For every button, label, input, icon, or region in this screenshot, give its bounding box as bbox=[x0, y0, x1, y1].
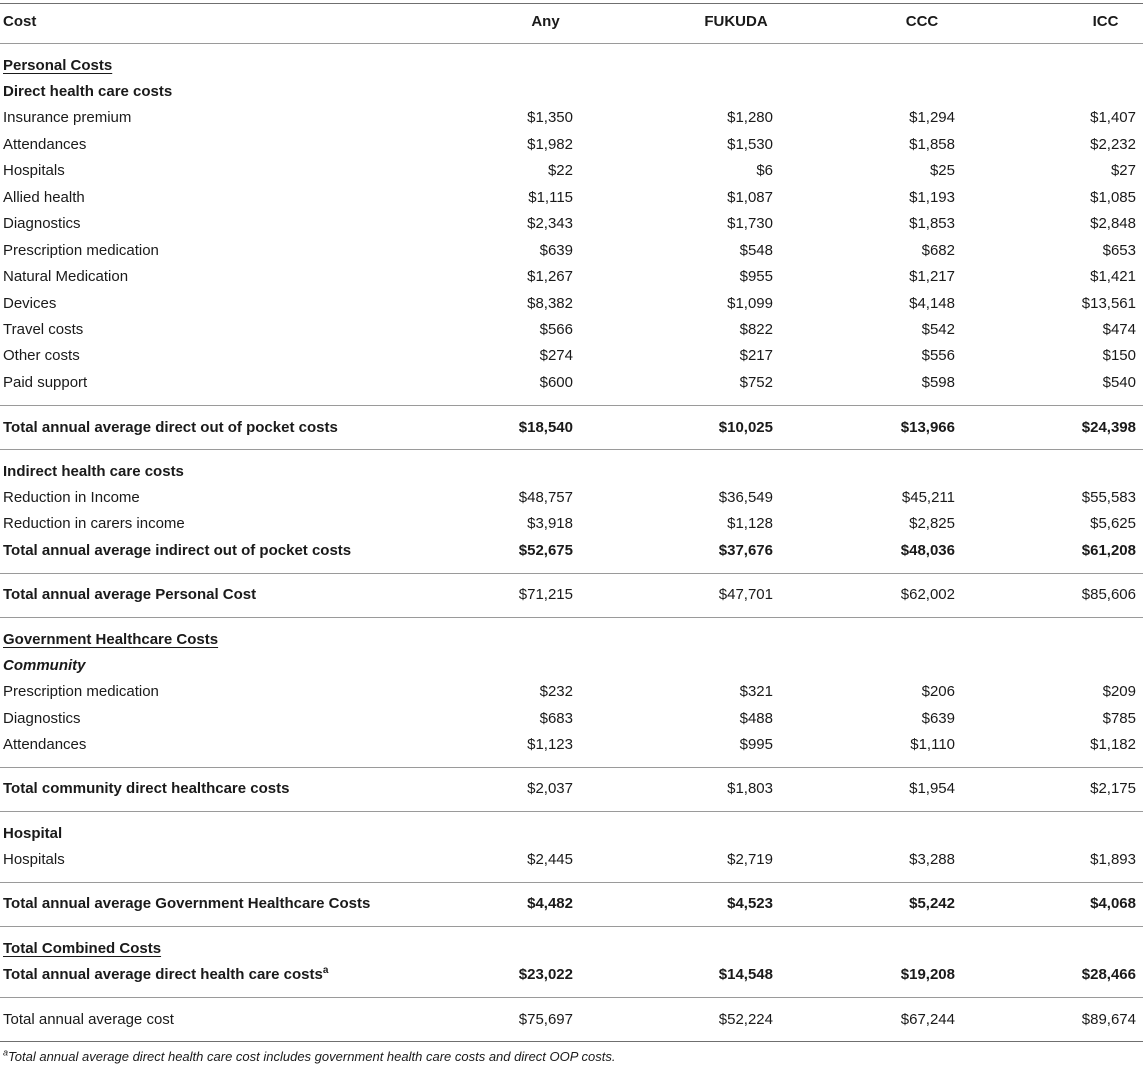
row-label: Paid support bbox=[3, 374, 88, 391]
cell-any: $566 bbox=[539, 321, 573, 338]
cell-fukuda: $1,099 bbox=[727, 295, 773, 312]
cell-fukuda: $14,548 bbox=[718, 966, 773, 983]
total-row-annual-cost bbox=[0, 1007, 1143, 1033]
cell-ccc: $5,242 bbox=[909, 895, 955, 912]
cell-any: $2,445 bbox=[527, 851, 573, 868]
cell-ccc: $556 bbox=[921, 347, 955, 364]
table-row bbox=[0, 264, 1143, 290]
subsection-heading-direct bbox=[0, 79, 1143, 105]
header-any: Any bbox=[531, 13, 560, 30]
total-row-indirect-oop bbox=[0, 538, 1143, 564]
footnote-ref: a bbox=[322, 965, 329, 976]
table-row bbox=[0, 211, 1143, 237]
cell-icc: $61,208 bbox=[1081, 542, 1136, 559]
header-rule bbox=[0, 43, 1143, 44]
cell-icc: $150 bbox=[1102, 347, 1136, 364]
cell-any: $1,350 bbox=[527, 109, 573, 126]
cell-icc: $1,407 bbox=[1090, 109, 1136, 126]
cell-icc: $1,421 bbox=[1090, 268, 1136, 285]
footnote-mark: a bbox=[3, 1047, 9, 1058]
cell-any: $48,757 bbox=[518, 489, 573, 506]
cell-icc: $24,398 bbox=[1081, 419, 1136, 436]
row-label-wrap bbox=[3, 962, 328, 988]
cell-ccc: $25 bbox=[929, 162, 955, 179]
section-title: Government Healthcare Costs bbox=[3, 631, 219, 648]
header-fukuda: FUKUDA bbox=[704, 13, 768, 30]
cell-fukuda: $1,280 bbox=[727, 109, 773, 126]
cell-fukuda: $36,549 bbox=[718, 489, 773, 506]
cell-fukuda: $4,523 bbox=[727, 895, 773, 912]
row-rule bbox=[0, 997, 1143, 998]
cell-fukuda: $752 bbox=[739, 374, 773, 391]
total-row-direct-health-care bbox=[0, 962, 1143, 988]
cell-icc: $1,182 bbox=[1090, 736, 1136, 753]
cell-any: $8,382 bbox=[527, 295, 573, 312]
cell-ccc: $542 bbox=[921, 321, 955, 338]
row-label: Total annual average indirect out of pocket costs bbox=[3, 542, 352, 559]
cell-ccc: $67,244 bbox=[900, 1011, 955, 1028]
cell-ccc: $1,853 bbox=[909, 215, 955, 232]
section-title: Total Combined Costs bbox=[3, 940, 162, 957]
cell-ccc: $1,954 bbox=[909, 780, 955, 797]
row-rule bbox=[0, 926, 1143, 927]
table-row bbox=[0, 485, 1143, 511]
cell-ccc: $4,148 bbox=[909, 295, 955, 312]
cell-fukuda: $37,676 bbox=[718, 542, 773, 559]
cell-ccc: $598 bbox=[921, 374, 955, 391]
row-label: Total annual average direct health care costs bbox=[3, 966, 323, 983]
cell-icc: $4,068 bbox=[1090, 895, 1136, 912]
table-top-rule bbox=[0, 3, 1143, 4]
row-label: Total community direct healthcare costs bbox=[3, 780, 290, 797]
row-rule bbox=[0, 617, 1143, 618]
cell-ccc: $1,110 bbox=[910, 736, 955, 753]
cell-icc: $1,893 bbox=[1090, 851, 1136, 868]
cell-any: $232 bbox=[539, 683, 573, 700]
row-label: Allied health bbox=[3, 189, 85, 206]
row-label: Insurance premium bbox=[3, 109, 132, 126]
table-row bbox=[0, 158, 1143, 184]
row-label: Other costs bbox=[3, 347, 80, 364]
cell-fukuda: $1,087 bbox=[727, 189, 773, 206]
cell-any: $1,123 bbox=[527, 736, 573, 753]
subsection-title: Community bbox=[3, 657, 86, 674]
row-label: Diagnostics bbox=[3, 215, 81, 232]
row-label: Natural Medication bbox=[3, 268, 129, 285]
cell-fukuda: $6 bbox=[756, 162, 773, 179]
cell-any: $1,267 bbox=[527, 268, 573, 285]
row-label: Prescription medication bbox=[3, 683, 159, 700]
cell-any: $1,115 bbox=[528, 189, 573, 206]
cell-fukuda: $10,025 bbox=[718, 419, 773, 436]
total-row-personal bbox=[0, 582, 1143, 608]
cell-any: $71,215 bbox=[518, 586, 573, 603]
cell-ccc: $45,211 bbox=[901, 489, 955, 506]
cell-fukuda: $822 bbox=[739, 321, 773, 338]
row-label: Total annual average Government Healthcare Costs bbox=[3, 895, 371, 912]
total-row-government bbox=[0, 891, 1143, 917]
table-footnote bbox=[3, 1049, 616, 1064]
header-row bbox=[0, 9, 1143, 35]
cell-ccc: $3,288 bbox=[909, 851, 955, 868]
table-row bbox=[0, 706, 1143, 732]
cell-any: $75,697 bbox=[518, 1011, 573, 1028]
subsection-heading-hospital bbox=[0, 821, 1143, 847]
cell-any: $23,022 bbox=[518, 966, 573, 983]
cell-any: $600 bbox=[539, 374, 573, 391]
cell-fukuda: $1,128 bbox=[727, 515, 773, 532]
cell-ccc: $682 bbox=[921, 242, 955, 259]
row-label: Devices bbox=[3, 295, 57, 312]
row-rule bbox=[0, 573, 1143, 574]
subsection-heading-indirect bbox=[0, 459, 1143, 485]
cell-ccc: $48,036 bbox=[900, 542, 955, 559]
cell-fukuda: $2,719 bbox=[727, 851, 773, 868]
table-row bbox=[0, 343, 1143, 369]
cell-any: $2,037 bbox=[527, 780, 573, 797]
cell-fukuda: $488 bbox=[739, 710, 773, 727]
cell-icc: $209 bbox=[1102, 683, 1136, 700]
section-heading-personal bbox=[0, 53, 1143, 79]
row-label: Total annual average direct out of pocket costs bbox=[3, 419, 338, 436]
table-row bbox=[0, 370, 1143, 396]
cell-fukuda: $321 bbox=[739, 683, 773, 700]
table-row bbox=[0, 732, 1143, 758]
cell-ccc: $1,193 bbox=[909, 189, 955, 206]
cell-icc: $5,625 bbox=[1090, 515, 1136, 532]
cell-fukuda: $1,803 bbox=[727, 780, 773, 797]
row-label: Total annual average cost bbox=[3, 1011, 174, 1028]
cell-icc: $89,674 bbox=[1081, 1011, 1136, 1028]
row-label: Reduction in Income bbox=[3, 489, 140, 506]
cell-icc: $474 bbox=[1102, 321, 1136, 338]
subsection-title: Direct health care costs bbox=[3, 83, 173, 100]
cell-icc: $27 bbox=[1110, 162, 1136, 179]
cell-icc: $2,848 bbox=[1090, 215, 1136, 232]
cell-fukuda: $1,730 bbox=[727, 215, 773, 232]
table-row bbox=[0, 238, 1143, 264]
cell-icc: $540 bbox=[1102, 374, 1136, 391]
cell-ccc: $1,217 bbox=[909, 268, 955, 285]
subsection-title: Hospital bbox=[3, 825, 63, 842]
section-heading-combined bbox=[0, 936, 1143, 962]
table-row bbox=[0, 679, 1143, 705]
table-row bbox=[0, 317, 1143, 343]
row-label: Reduction in carers income bbox=[3, 515, 185, 532]
cell-ccc: $62,002 bbox=[900, 586, 955, 603]
header-ccc: CCC bbox=[905, 13, 939, 30]
cell-icc: $653 bbox=[1102, 242, 1136, 259]
cell-any: $683 bbox=[539, 710, 573, 727]
cell-ccc: $206 bbox=[921, 683, 955, 700]
cell-any: $274 bbox=[539, 347, 573, 364]
cell-any: $639 bbox=[539, 242, 573, 259]
row-label: Travel costs bbox=[3, 321, 84, 338]
table-row bbox=[0, 291, 1143, 317]
cell-any: $3,918 bbox=[527, 515, 573, 532]
cell-icc: $2,175 bbox=[1090, 780, 1136, 797]
header-icc: ICC bbox=[1092, 13, 1119, 30]
cell-any: $52,675 bbox=[518, 542, 573, 559]
row-label: Total annual average Personal Cost bbox=[3, 586, 257, 603]
subsection-title: Indirect health care costs bbox=[3, 463, 184, 480]
cell-fukuda: $52,224 bbox=[718, 1011, 773, 1028]
row-label: Hospitals bbox=[3, 851, 65, 868]
cell-fukuda: $1,530 bbox=[727, 136, 773, 153]
cell-icc: $55,583 bbox=[1081, 489, 1136, 506]
row-rule bbox=[0, 882, 1143, 883]
cell-ccc: $639 bbox=[921, 710, 955, 727]
row-rule bbox=[0, 767, 1143, 768]
section-title: Personal Costs bbox=[3, 57, 113, 74]
cell-any: $1,982 bbox=[527, 136, 573, 153]
row-label: Attendances bbox=[3, 136, 87, 153]
cell-icc: $13,561 bbox=[1081, 295, 1136, 312]
cell-fukuda: $47,701 bbox=[718, 586, 773, 603]
cell-ccc: $13,966 bbox=[900, 419, 955, 436]
table-row bbox=[0, 132, 1143, 158]
cell-fukuda: $995 bbox=[739, 736, 773, 753]
table-row bbox=[0, 511, 1143, 537]
cell-fukuda: $548 bbox=[739, 242, 773, 259]
cell-icc: $28,466 bbox=[1081, 966, 1136, 983]
cell-icc: $85,606 bbox=[1081, 586, 1136, 603]
table-bottom-rule bbox=[0, 1041, 1143, 1042]
header-cost: Cost bbox=[3, 13, 37, 30]
cell-any: $2,343 bbox=[527, 215, 573, 232]
total-row-community bbox=[0, 776, 1143, 802]
subsection-heading-community bbox=[0, 653, 1143, 679]
cell-ccc: $1,858 bbox=[909, 136, 955, 153]
row-label: Diagnostics bbox=[3, 710, 81, 727]
row-rule bbox=[0, 449, 1143, 450]
cell-any: $18,540 bbox=[518, 419, 573, 436]
cell-fukuda: $217 bbox=[739, 347, 773, 364]
row-label: Attendances bbox=[3, 736, 87, 753]
cell-any: $4,482 bbox=[527, 895, 573, 912]
section-heading-government bbox=[0, 627, 1143, 653]
total-row-direct-oop bbox=[0, 415, 1143, 441]
table-row bbox=[0, 105, 1143, 131]
table-row bbox=[0, 185, 1143, 211]
row-rule bbox=[0, 405, 1143, 406]
cell-icc: $2,232 bbox=[1090, 136, 1136, 153]
cell-ccc: $2,825 bbox=[909, 515, 955, 532]
cell-any: $22 bbox=[547, 162, 573, 179]
row-label: Hospitals bbox=[3, 162, 65, 179]
row-rule bbox=[0, 811, 1143, 812]
cell-icc: $785 bbox=[1102, 710, 1136, 727]
footnote-text: Total annual average direct health care cost includes government health care costs and direct OOP costs. bbox=[8, 1049, 616, 1064]
cell-fukuda: $955 bbox=[739, 268, 773, 285]
row-label: Prescription medication bbox=[3, 242, 159, 259]
table-row bbox=[0, 847, 1143, 873]
cell-ccc: $1,294 bbox=[909, 109, 955, 126]
cell-icc: $1,085 bbox=[1090, 189, 1136, 206]
cell-ccc: $19,208 bbox=[900, 966, 955, 983]
